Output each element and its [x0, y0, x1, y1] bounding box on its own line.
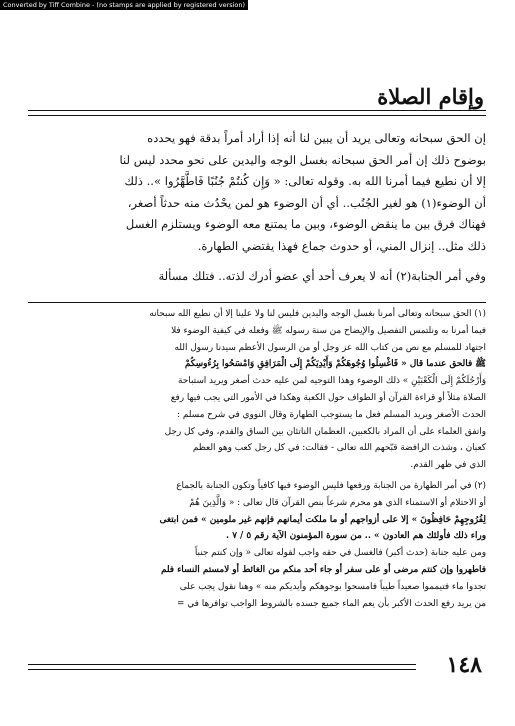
footnote-line: تجدوا ماء فتيمموا صعيداً طيباً فامسحوا بوجوهكم وأيديكم منه » وهنا نقول يجب على [179, 581, 486, 592]
body-line: فهناك فرق بين ما ينقض الوضوء، وبين ما يمتنع معه الوضوء ويستلزم الغسل [125, 217, 486, 232]
footnote-2 [38, 478, 486, 612]
book-page [28, 20, 486, 710]
page-footer [28, 652, 486, 682]
footnote-line: الحدث الأصغر ويريد المسلم فعل ما يستوجب الطهارة وقال النووي في شرح مسلم : [177, 409, 486, 420]
footnote-line: أو الاحتلام أو الاستمناء الذي هو محرم شرعاً بنص القرآن قال تعالى : « وَالَّذِينَ هُمْ [189, 497, 486, 508]
footnote-line: من يريد رفع الحدث الأكبر بأن يعم الماء جميع جسده بالشروط الواجب توافرها في = [177, 598, 486, 609]
footnote-line: فاطهروا وإن كنتم مرضى أو على سفر أو جاء أحد منكم من الغائط أو لامستم النساء فلم [160, 564, 486, 575]
footer-rule-thin [28, 669, 416, 670]
footnote-line: فيما أمرنا به ونلتمس التفصيل والإيضاح من سنة رسوله ﷺ وفعله في كيفية الوضوء فلا [171, 325, 486, 336]
main-text [34, 128, 486, 287]
converter-banner: Converted by Tiff Combine - (no stamps are applied by registered version) [0, 0, 248, 10]
body-line: أن الوضوء(١) هو لغير الجُنُب.. أي أن الوضوء هو لمن يحْدُث منه حدثاً أصغر، [127, 195, 486, 210]
footer-rule [28, 664, 416, 665]
footnote-line: كعبان ، وشذت الرافضة قبّحهم الله تعالى - فقالت: في كل رجل كعب وهو العظم [192, 443, 486, 454]
footnote-line: ومن عليه جنابة (حدث أكبر) فالغسل في حقه واجب لقوله تعالى « وإن كنتم جنباً [194, 548, 486, 559]
chapter-title: وإقام الصلاة [377, 84, 484, 109]
footnote-line: اجتهاد للمسلم مع نص من كتاب الله عز وجل أو من الرسول الأعظم سيدنا رسول الله [174, 342, 486, 353]
footnote-line: (٢) في أمر الطهارة من الجنابة ورفعها فليس الوضوء فيها كافياً وتكون الجنابة بالجماع [176, 480, 486, 491]
footnote-line: الصلاة مثلاً أو قراءة القرآن أو الطواف حول الكعبة وهكذا في الأمور التي يجب فيها رفع [170, 392, 486, 403]
running-header [28, 84, 486, 122]
footnotes [38, 306, 486, 612]
body-line: بوضوح ذلك إن أمر الحق سبحانه بغسل الوجه واليدين على نحو محدد ليس لنا [119, 152, 486, 167]
body-line: ذلك مثل.. إنزال المني، أو حدوث جماع فهذا يقتضي الطهارة. [197, 238, 486, 253]
footnote-1 [38, 306, 486, 474]
footnote-line: ﷺ فالحق عندما قال « فَاغْسِلُوا وُجُوهَكُمْ وَأَيْدِيَكُمْ إِلَى الْمَرَافِقِ وَامْسَحُوا بِرُءُوسِكُمْ [184, 359, 486, 370]
header-rule [28, 110, 486, 111]
footnote-line: وَأَرْجُلَكُمْ إِلَى الْكَعْبَيْنِ » ذلك الوضوء وهذا التوجيه لمن عليه حدث أصغر ويريد استباحة [178, 376, 486, 387]
footnote-line: لِفُرُوجِهِمْ حَافِظُونَ » إلا على أزواجهم أو ما ملكت أيمانهم فإنهم غير ملومين » فمن ابتغى [159, 514, 486, 525]
header-rule-thin [28, 115, 486, 116]
footnote-line: واتفق العلماء على أن المراد بالكعبين، العظمان الناتئان بين الساق والقدم، وفي كل رجل [164, 426, 486, 437]
body-line: إلا أن نطيع فيما أمرنا الله به. وقوله تعالى: « وَإِن كُنتُمْ جُنُبًا فَاطَّهَّرُوا ».. ذلك [124, 174, 486, 189]
footnote-line: وراء ذلك فأولئك هم العادون » .. من سورة المؤمنون الآية رقم ٥ / ٧ . [226, 531, 486, 542]
body-line: إن الحق سبحانه وتعالى يريد أن يبين لنا أنه إذا أراد أمراً بدقة فهو يحدده [147, 131, 486, 145]
body-line: وفي أمر الجنابة(٢) أنه لا يعرف أحد أي عضو أدرك لذته.. فتلك مسألة [158, 268, 486, 283]
footnote-separator [28, 302, 486, 303]
footnote-line: الذي في ظهر القدم. [410, 460, 486, 471]
page-number: ١٤٨ [446, 652, 482, 678]
footnote-line: (١) الحق سبحانه وتعالى أمرنا بغسل الوجه واليدين فليس لنا ولا علينا إلا أن نطيع الله سبحانه [149, 309, 486, 319]
